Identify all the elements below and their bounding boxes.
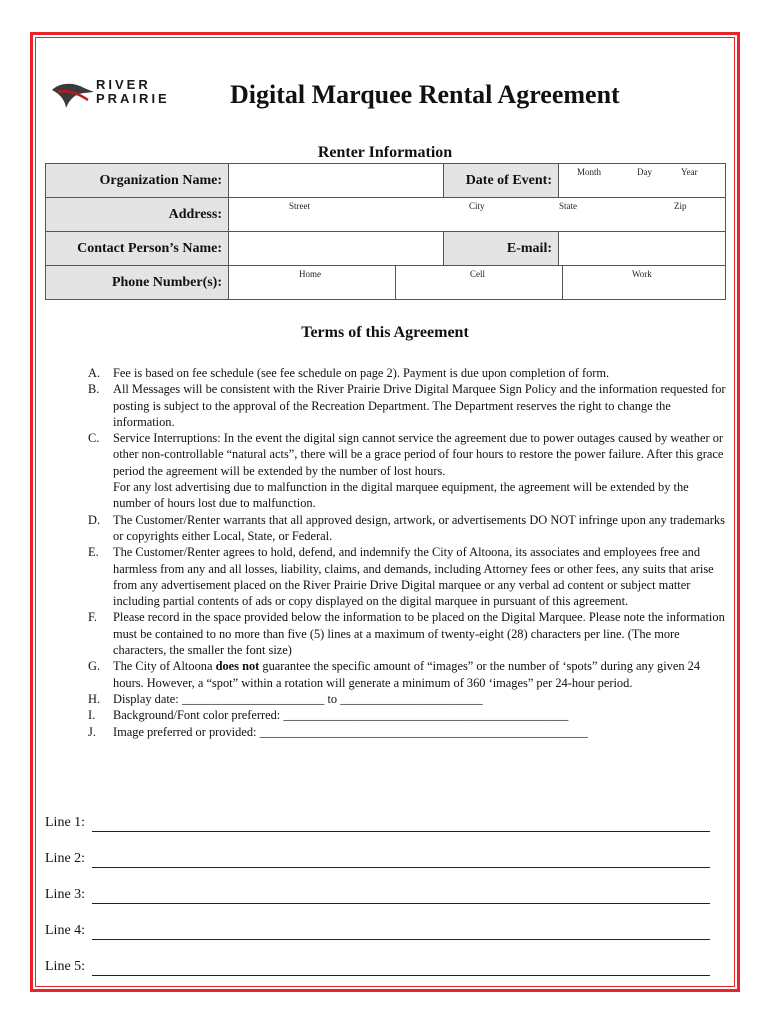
state-hint: State	[559, 201, 577, 211]
message-line-1[interactable]	[45, 815, 710, 851]
renter-info-table	[45, 163, 726, 300]
term-letter: H.	[88, 691, 101, 706]
display-date-end-field[interactable]: _______________________	[340, 691, 483, 706]
table-row	[46, 164, 726, 198]
river-prairie-logo	[48, 78, 198, 112]
term-letter: D.	[88, 512, 101, 527]
term-a	[88, 365, 728, 381]
email-field[interactable]	[559, 232, 726, 266]
color-preferred-label: Background/Font color preferred:	[113, 708, 281, 723]
work-hint: Work	[632, 269, 652, 279]
display-date-start-field[interactable]: _______________________	[181, 691, 325, 706]
term-text: All Messages will be consistent with the River Prairie Drive Digital Marquee Sign Policy and the information requested for posting is subject to the approval of the Recreation Department. The Department reserves the right to change the information.	[113, 382, 726, 429]
line-label: Line 5:	[45, 959, 86, 974]
page-title: Digital Marquee Rental Agreement	[230, 80, 620, 109]
message-lines	[45, 815, 710, 995]
display-date-label: Display date:	[113, 691, 179, 706]
line-label: Line 3:	[45, 887, 86, 902]
logo-word-prairie: PRAIRIE	[96, 91, 170, 106]
line-label: Line 2:	[45, 851, 86, 866]
term-letter: E.	[88, 545, 99, 560]
term-c	[88, 430, 728, 511]
terms-list	[88, 365, 728, 740]
message-line-4[interactable]	[45, 923, 710, 959]
line-label: Line 4:	[45, 923, 86, 938]
term-letter: J.	[88, 724, 96, 739]
line-input[interactable]	[92, 975, 710, 976]
term-text: Please record in the space provided below the information to be placed on the Digital Marquee. Please note the information must be contained to no more than five (5) lines at a maximum of twenty-eight (28) characters per line. (The more characters, the smaller the font size)	[113, 610, 725, 658]
term-text: The City of Altoona	[113, 659, 216, 674]
table-row	[46, 198, 726, 232]
logo-word-river: RIVER	[96, 77, 151, 92]
city-hint: City	[469, 201, 485, 211]
home-hint: Home	[299, 269, 321, 279]
message-line-2[interactable]	[45, 851, 710, 887]
display-date-to: to	[327, 691, 338, 706]
phone-cell-cell[interactable]	[395, 266, 563, 299]
term-h	[88, 691, 728, 707]
address-field[interactable]	[229, 198, 726, 232]
term-text-bold: does not	[215, 659, 260, 674]
term-letter: A.	[88, 366, 101, 380]
term-text: guarantee the specific amount of “images” or the number of ‘spots” during any given 24 hours. However, a “spot” within a rotation will generate a minimum of 360 ‘images” per 24-hour period.	[113, 659, 701, 690]
term-text: Service Interruptions: In the event the digital sign cannot service the agreement due to power outages caused by weather or other non-controllable “natural acts”, there will be a grace period of four hours to restore the power failure. After this grace period the agreement will be extended by the number of lost hours.	[113, 431, 724, 478]
term-text: The Customer/Renter agrees to hold, defend, and indemnify the City of Altoona, its associates and employees free and harmless from any and all losses, liability, claims, and demands, including Attorney fees or other fees, any suits that arise from any advertisement placed on the River Prairie Drive Digital marquee or any verbal ad content or subject matter including partial contents of ads or copy displayed on the digital marquee in pursuant of this agreement.	[113, 545, 714, 609]
term-j	[88, 724, 728, 740]
term-letter: G.	[88, 659, 101, 674]
renter-info-heading: Renter Information	[317, 144, 453, 161]
term-letter: B.	[88, 382, 100, 397]
street-hint: Street	[289, 201, 310, 211]
email-label: E-mail:	[444, 232, 559, 266]
line-label: Line 1:	[45, 815, 86, 830]
line-input[interactable]	[92, 831, 710, 832]
term-i	[88, 707, 728, 723]
line-input[interactable]	[92, 939, 710, 940]
term-letter: C.	[88, 431, 100, 446]
month-hint: Month	[577, 167, 602, 177]
address-label: Address:	[46, 198, 229, 232]
phone-home-cell[interactable]	[229, 266, 396, 299]
phone-work-cell[interactable]	[562, 266, 725, 299]
contact-person-field[interactable]	[229, 232, 444, 266]
phone-field[interactable]	[229, 266, 726, 300]
term-g	[88, 658, 728, 691]
phone-label: Phone Number(s):	[46, 266, 229, 300]
term-letter: I.	[88, 708, 96, 723]
line-input[interactable]	[92, 903, 710, 904]
bird-icon	[48, 78, 98, 112]
date-of-event-label: Date of Event:	[444, 164, 559, 198]
table-row	[46, 266, 726, 300]
logo-wordmark	[96, 78, 170, 106]
term-f	[88, 609, 728, 658]
line-input[interactable]	[92, 867, 710, 868]
zip-hint: Zip	[674, 201, 687, 211]
cell-hint: Cell	[470, 269, 485, 279]
term-e	[88, 544, 728, 609]
term-text-extra: For any lost advertising due to malfunction in the digital marquee equipment, the agreement will be extended by the number of hours lost due to malfunction.	[113, 480, 689, 511]
term-d	[88, 512, 728, 545]
term-b	[88, 381, 728, 430]
organization-field[interactable]	[229, 164, 444, 198]
image-preferred-label: Image preferred or provided:	[113, 724, 257, 739]
day-hint: Day	[637, 167, 652, 177]
year-hint: Year	[681, 167, 698, 177]
term-text: Fee is based on fee schedule (see fee schedule on page 2). Payment is due upon completion of form.	[113, 366, 610, 380]
table-row	[46, 232, 726, 266]
term-text: The Customer/Renter warrants that all approved design, artwork, or advertisements DO NOT infringe upon any trademarks or copyrights either Local, State, or Federal.	[113, 512, 725, 543]
terms-heading: Terms of this Agreement	[301, 324, 469, 341]
organization-label: Organization Name:	[46, 164, 229, 198]
color-preferred-field[interactable]: ______________________________________________	[283, 708, 569, 723]
message-line-3[interactable]	[45, 887, 710, 923]
date-of-event-field[interactable]	[559, 164, 726, 198]
message-line-5[interactable]	[45, 959, 710, 995]
term-letter: F.	[88, 610, 97, 625]
image-preferred-field[interactable]: _____________________________________________________	[259, 724, 588, 739]
contact-person-label: Contact Person’s Name:	[46, 232, 229, 266]
